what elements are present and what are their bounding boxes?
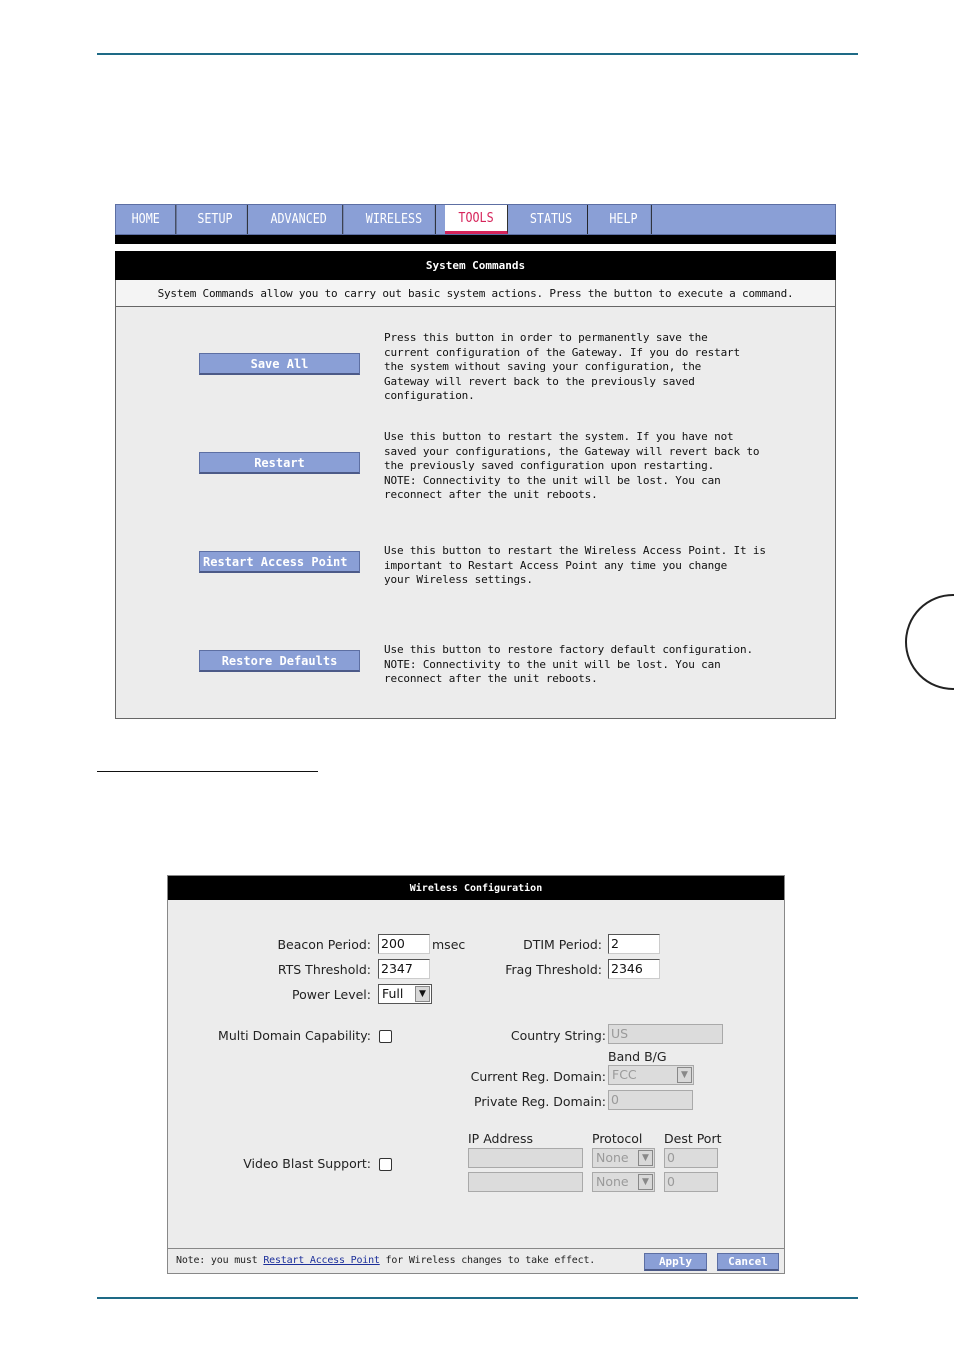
protocol-value: None [596,1150,629,1165]
restart-access-point-button[interactable]: Restart Access Point [199,551,360,573]
private-reg-domain-input[interactable]: 0 [608,1090,693,1110]
nav-filler [658,205,835,234]
tab-tools[interactable]: TOOLS [445,205,508,234]
description-line: NOTE: Connectivity to the unit will be lost. You can [384,473,721,487]
ip-address-header: IP Address [468,1131,533,1146]
chapter-tab-circle [905,594,954,690]
save-all-button[interactable]: Save All [199,353,360,375]
header-rule [97,53,858,55]
nav-spacer [115,244,836,251]
footer-divider [168,1248,784,1249]
wireless-configuration-panel [167,875,785,1274]
video-blast-ip-input-1[interactable] [468,1148,583,1168]
beacon-unit: msec [432,937,466,952]
description-line: the previously saved configuration upon restarting. [384,459,715,472]
description-line: Use this button to restart the Wireless Access Point. It is [384,544,766,557]
video-blast-port-input-2[interactable]: 0 [664,1172,718,1192]
chevron-down-icon[interactable]: ▼ [415,986,430,1002]
description-line: Use this button to restore factory default configuration. [384,643,753,656]
tab-advanced[interactable]: ADVANCED [255,205,343,234]
video-blast-protocol-select-1[interactable] [592,1148,655,1168]
restore-defaults-description [384,643,784,687]
restart-description [384,430,784,503]
description-line: the system without saving your configuration, the [384,360,702,373]
dtim-period-label: DTIM Period: [523,937,602,952]
video-blast-protocol-select-2[interactable] [592,1172,655,1192]
protocol-header: Protocol [592,1131,643,1146]
chevron-down-icon[interactable]: ▼ [638,1150,653,1166]
cancel-button[interactable]: Cancel [717,1253,779,1271]
power-level-select[interactable] [378,984,432,1004]
description-line: Gateway will revert back to the previously saved [384,374,695,388]
note-prefix: Note: you must [176,1255,264,1266]
description-line: configuration. [384,389,475,402]
tab-status[interactable]: STATUS [515,205,588,234]
restart-note [176,1255,595,1266]
power-level-value: Full [382,986,404,1001]
section-underline [97,771,318,772]
chevron-down-icon[interactable]: ▼ [677,1067,692,1083]
frag-threshold-input[interactable]: 2346 [608,959,660,979]
video-blast-label: Video Blast Support: [243,1156,371,1171]
page-title: System Commands [115,251,836,280]
video-blast-ip-input-2[interactable] [468,1172,583,1192]
protocol-value: None [596,1174,629,1189]
tab-help[interactable]: HELP [596,205,652,234]
description-line: important to Restart Access Point any time you change [384,558,728,572]
description-line: current configuration of the Gateway. If you do restart [384,345,740,359]
system-commands-panel [115,204,836,719]
restart-button[interactable]: Restart [199,452,360,474]
top-nav [115,204,836,235]
video-blast-checkbox[interactable] [379,1158,392,1171]
restart-access-point-link[interactable]: Restart Access Point [263,1255,380,1266]
description-line: Press this button in order to permanently save the [384,331,708,344]
dtim-period-input[interactable]: 2 [608,934,660,954]
description-line: reconnect after the unit reboots. [384,672,598,685]
country-string-input[interactable]: US [608,1024,723,1044]
rts-threshold-input[interactable]: 2347 [378,959,430,979]
tab-wireless[interactable]: WIRELESS [353,205,436,234]
current-reg-domain-label: Current Reg. Domain: [470,1069,606,1084]
chevron-down-icon[interactable]: ▼ [638,1174,653,1190]
description-line: reconnect after the unit reboots. [384,488,598,501]
description-line: NOTE: Connectivity to the unit will be lost. You can [384,657,721,671]
description-line: saved your configurations, the Gateway will revert back to [384,444,760,458]
restore-defaults-button[interactable]: Restore Defaults [199,650,360,672]
beacon-period-input[interactable]: 200 [378,934,430,954]
multi-domain-checkbox[interactable] [379,1030,392,1043]
tab-home[interactable]: HOME [116,205,176,234]
beacon-period-label: Beacon Period: [277,937,371,952]
page-description: System Commands allow you to carry out basic system actions. Press the button to execute a command. [115,280,836,307]
current-reg-domain-select[interactable] [608,1065,694,1085]
dest-port-header: Dest Port [664,1131,722,1146]
nav-underbar [115,235,836,244]
wireless-config-title: Wireless Configuration [168,876,784,900]
description-line: Use this button to restart the system. If you have not [384,430,734,443]
current-reg-domain-value: FCC [612,1067,637,1082]
commands-body [115,306,836,719]
footer-rule [97,1297,858,1299]
apply-button[interactable]: Apply [644,1253,707,1271]
note-suffix: for Wireless changes to take effect. [379,1255,596,1266]
video-blast-port-input-1[interactable]: 0 [664,1148,718,1168]
restart-access-point-description [384,544,784,588]
rts-threshold-label: RTS Threshold: [277,962,371,977]
private-reg-domain-label: Private Reg. Domain: [474,1094,606,1109]
save-all-description [384,331,784,404]
frag-threshold-label: Frag Threshold: [505,962,602,977]
tab-setup[interactable]: SETUP [183,205,248,234]
country-string-label: Country String: [510,1028,606,1043]
description-line: your Wireless settings. [384,573,533,586]
band-label: Band B/G [608,1049,667,1064]
power-level-label: Power Level: [292,987,371,1002]
multi-domain-label: Multi Domain Capability: [218,1028,371,1043]
